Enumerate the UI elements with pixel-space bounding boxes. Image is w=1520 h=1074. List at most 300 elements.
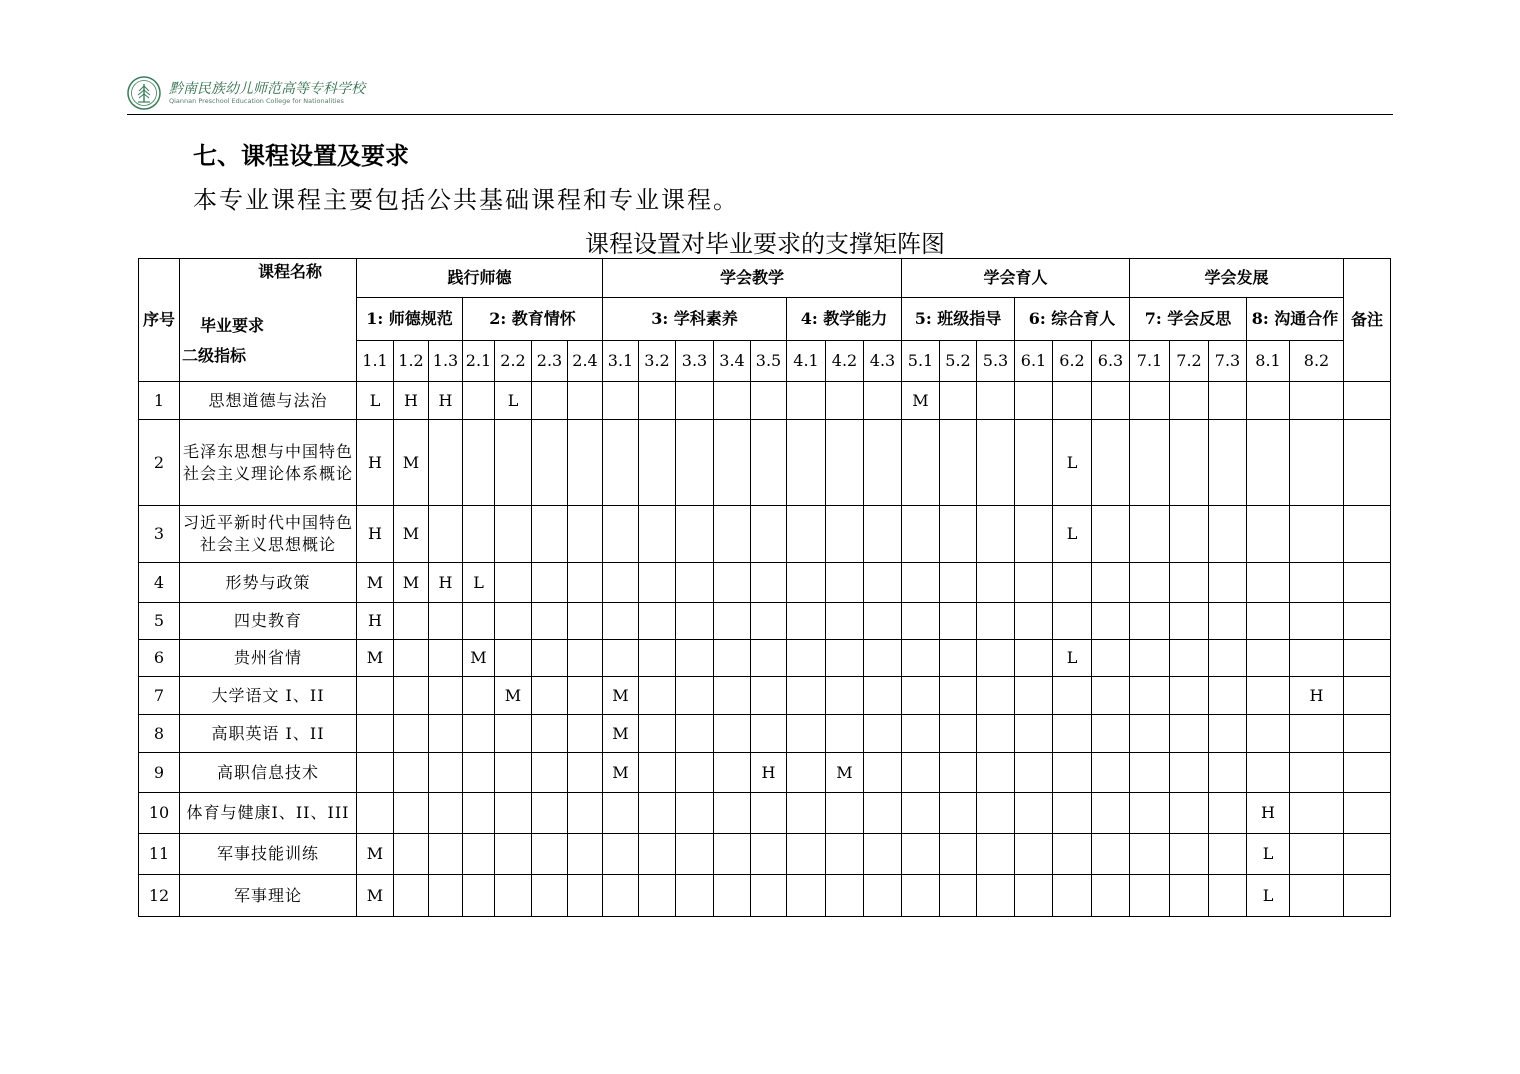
support-level-cell (394, 640, 429, 677)
support-level-cell (902, 834, 940, 875)
support-level-cell (714, 640, 751, 677)
row-seq: 12 (139, 875, 180, 917)
support-level-cell (463, 875, 495, 917)
support-level-cell (977, 875, 1015, 917)
support-level-cell (864, 506, 902, 563)
page-header (127, 72, 1393, 114)
support-level-cell (751, 420, 787, 506)
support-level-cell (495, 753, 532, 793)
support-level-cell (787, 715, 826, 753)
support-level-cell (1092, 715, 1130, 753)
support-level-cell (1170, 875, 1209, 917)
indicator-cell: 3.3 (676, 341, 714, 382)
remark-cell (1344, 563, 1391, 603)
support-level-cell (568, 420, 603, 506)
support-level-cell (1015, 834, 1053, 875)
support-level-cell (902, 715, 940, 753)
support-level-cell (568, 640, 603, 677)
requirement-header: 6: 综合育人 (1015, 298, 1130, 341)
support-level-cell (787, 506, 826, 563)
indicator-cell: 1.1 (357, 341, 394, 382)
row-seq: 9 (139, 753, 180, 793)
support-level-cell (429, 603, 463, 640)
support-level-cell (1247, 563, 1290, 603)
support-level-cell (1053, 875, 1092, 917)
indicator-cell: 3.2 (639, 341, 676, 382)
indicator-cell: 7.1 (1130, 341, 1170, 382)
support-level-cell: L (1247, 875, 1290, 917)
support-level-cell (751, 563, 787, 603)
support-level-cell (826, 506, 864, 563)
support-level-cell: M (826, 753, 864, 793)
remark-header: 备注 (1344, 259, 1391, 382)
support-level-cell (495, 834, 532, 875)
support-level-cell (1290, 603, 1344, 640)
support-level-cell (826, 603, 864, 640)
table-row (139, 563, 1391, 603)
support-level-cell (639, 753, 676, 793)
support-level-cell (1209, 715, 1247, 753)
table-row (139, 603, 1391, 640)
support-level-cell (714, 563, 751, 603)
support-level-cell (1170, 506, 1209, 563)
support-level-cell (1290, 875, 1344, 917)
support-level-cell (864, 834, 902, 875)
support-level-cell (864, 640, 902, 677)
support-level-cell (1170, 677, 1209, 715)
support-level-cell (787, 420, 826, 506)
support-level-cell (1209, 677, 1247, 715)
support-level-cell (1170, 563, 1209, 603)
support-level-cell (429, 420, 463, 506)
support-level-cell (714, 875, 751, 917)
indicator-cell: 5.1 (902, 341, 940, 382)
support-level-cell (787, 875, 826, 917)
support-level-cell (676, 875, 714, 917)
remark-cell (1344, 640, 1391, 677)
support-level-cell (826, 563, 864, 603)
support-level-cell (787, 640, 826, 677)
grad-req-label: 毕业要求 (200, 316, 265, 335)
support-level-cell (864, 563, 902, 603)
support-level-cell: L (1053, 420, 1092, 506)
support-level-cell (1209, 875, 1247, 917)
support-level-cell (864, 753, 902, 793)
support-level-cell (977, 640, 1015, 677)
support-level-cell (1053, 715, 1092, 753)
support-level-cell (751, 834, 787, 875)
support-level-cell (532, 506, 568, 563)
support-level-cell: H (1290, 677, 1344, 715)
indicator-cell: 2.3 (532, 341, 568, 382)
support-level-cell (1247, 753, 1290, 793)
support-level-cell (603, 563, 639, 603)
indicator-cell: 5.3 (977, 341, 1015, 382)
support-level-cell (1170, 640, 1209, 677)
support-level-cell (603, 603, 639, 640)
support-level-cell (1130, 563, 1170, 603)
support-level-cell (495, 563, 532, 603)
support-level-cell (826, 715, 864, 753)
indicator-cell: 6.2 (1053, 341, 1092, 382)
support-level-cell (495, 506, 532, 563)
support-level-cell (1247, 506, 1290, 563)
support-level-cell (751, 715, 787, 753)
group-header: 践行师德 (357, 259, 603, 298)
support-level-cell (429, 793, 463, 834)
support-level-cell (902, 677, 940, 715)
support-level-cell (1015, 382, 1053, 420)
support-level-cell (902, 640, 940, 677)
corner-header (180, 259, 357, 382)
support-level-cell (394, 875, 429, 917)
table-row (139, 715, 1391, 753)
support-level-cell (1053, 834, 1092, 875)
support-level-cell (495, 603, 532, 640)
support-level-cell: L (1053, 506, 1092, 563)
intro-paragraph: 本专业课程主要包括公共基础课程和专业课程。 (193, 186, 739, 214)
support-level-cell (714, 715, 751, 753)
support-level-cell: H (357, 506, 394, 563)
support-level-cell (977, 715, 1015, 753)
support-level-cell (1170, 382, 1209, 420)
school-emblem-icon (127, 76, 161, 110)
support-level-cell: H (394, 382, 429, 420)
support-level-cell (1053, 677, 1092, 715)
support-level-cell: M (357, 834, 394, 875)
support-level-cell (603, 875, 639, 917)
support-level-cell (714, 506, 751, 563)
support-level-cell: M (603, 753, 639, 793)
support-level-cell (568, 506, 603, 563)
support-level-cell (429, 834, 463, 875)
support-level-cell (639, 677, 676, 715)
support-level-cell (429, 677, 463, 715)
indicator-cell: 3.1 (603, 341, 639, 382)
support-level-cell (714, 603, 751, 640)
support-level-cell (568, 677, 603, 715)
course-name: 高职信息技术 (180, 753, 357, 793)
support-level-cell (940, 603, 977, 640)
support-level-cell (1247, 715, 1290, 753)
indicator-cell: 1.2 (394, 341, 429, 382)
support-level-cell (751, 875, 787, 917)
support-level-cell (1053, 603, 1092, 640)
support-level-cell (1015, 640, 1053, 677)
support-level-cell (1092, 753, 1130, 793)
support-level-cell: M (357, 875, 394, 917)
indicator-cell: 4.3 (864, 341, 902, 382)
support-level-cell (357, 715, 394, 753)
support-level-cell (495, 715, 532, 753)
support-level-cell (495, 793, 532, 834)
remark-cell (1344, 753, 1391, 793)
support-level-cell (394, 753, 429, 793)
support-level-cell: M (357, 563, 394, 603)
support-level-cell (429, 715, 463, 753)
row-seq: 6 (139, 640, 180, 677)
support-level-cell (902, 563, 940, 603)
support-level-cell: H (357, 420, 394, 506)
support-level-cell (1290, 834, 1344, 875)
support-level-cell (1170, 603, 1209, 640)
support-level-cell (977, 793, 1015, 834)
support-level-cell (463, 677, 495, 715)
support-level-cell (751, 640, 787, 677)
indicator-cell: 2.2 (495, 341, 532, 382)
support-level-cell (864, 603, 902, 640)
row-seq: 5 (139, 603, 180, 640)
support-level-cell (1053, 793, 1092, 834)
support-level-cell (1130, 677, 1170, 715)
support-level-cell (977, 506, 1015, 563)
support-level-cell (639, 793, 676, 834)
support-level-cell (463, 506, 495, 563)
support-level-cell (864, 677, 902, 715)
support-level-cell (532, 715, 568, 753)
support-level-cell (463, 420, 495, 506)
row-seq: 10 (139, 793, 180, 834)
table-row (139, 506, 1391, 563)
support-level-cell (676, 506, 714, 563)
support-level-cell (940, 506, 977, 563)
support-level-cell (532, 420, 568, 506)
support-level-cell (1015, 420, 1053, 506)
seq-header: 序号 (139, 259, 180, 382)
support-level-cell (1092, 834, 1130, 875)
support-level-cell (463, 382, 495, 420)
indicator-cell: 7.2 (1170, 341, 1209, 382)
support-level-cell (826, 382, 864, 420)
support-level-cell (463, 603, 495, 640)
indicator-cell: 4.1 (787, 341, 826, 382)
support-level-cell (429, 506, 463, 563)
support-level-cell (1015, 603, 1053, 640)
support-level-cell (1130, 715, 1170, 753)
support-level-cell (940, 420, 977, 506)
support-level-cell (1290, 563, 1344, 603)
section-title: 七、课程设置及要求 (193, 142, 409, 170)
indicator-cell: 6.1 (1015, 341, 1053, 382)
support-level-cell (1092, 563, 1130, 603)
support-level-cell (639, 875, 676, 917)
support-level-cell (787, 753, 826, 793)
table-row (139, 753, 1391, 793)
support-level-cell (1015, 677, 1053, 715)
support-level-cell (603, 834, 639, 875)
support-level-cell (826, 834, 864, 875)
requirement-header: 2: 教育情怀 (463, 298, 603, 341)
support-level-cell (1247, 420, 1290, 506)
support-level-cell (1247, 382, 1290, 420)
support-level-cell (1170, 420, 1209, 506)
support-level-cell (826, 793, 864, 834)
support-level-cell (714, 793, 751, 834)
table-title: 课程设置对毕业要求的支撑矩阵图 (585, 230, 945, 258)
row-seq: 3 (139, 506, 180, 563)
support-level-cell (1290, 715, 1344, 753)
support-level-cell (495, 640, 532, 677)
support-level-cell: M (357, 640, 394, 677)
support-level-cell (902, 420, 940, 506)
indicator-cell: 5.2 (940, 341, 977, 382)
support-level-cell (1092, 603, 1130, 640)
support-level-cell (568, 382, 603, 420)
support-level-cell (1130, 640, 1170, 677)
support-level-cell (1130, 603, 1170, 640)
support-level-cell (1209, 506, 1247, 563)
support-level-cell: M (603, 715, 639, 753)
support-level-cell: H (429, 563, 463, 603)
support-level-cell (751, 677, 787, 715)
support-level-cell (463, 834, 495, 875)
support-level-cell: M (603, 677, 639, 715)
support-level-cell (568, 603, 603, 640)
support-level-cell (1290, 506, 1344, 563)
requirement-header: 8: 沟通合作 (1247, 298, 1344, 341)
table-row (139, 420, 1391, 506)
support-level-cell: L (1053, 640, 1092, 677)
support-level-cell (751, 793, 787, 834)
support-level-cell (1290, 382, 1344, 420)
row-seq: 7 (139, 677, 180, 715)
indicator-cell: 7.3 (1209, 341, 1247, 382)
support-level-cell (1053, 753, 1092, 793)
support-level-cell (1170, 834, 1209, 875)
support-level-cell (639, 834, 676, 875)
support-level-cell (603, 506, 639, 563)
support-level-cell (1130, 753, 1170, 793)
support-matrix-table (138, 258, 1391, 917)
support-level-cell (940, 677, 977, 715)
support-level-cell (940, 834, 977, 875)
support-level-cell (676, 640, 714, 677)
support-level-cell (603, 793, 639, 834)
course-name-label: 课程名称 (258, 262, 323, 281)
indicator-cell: 2.4 (568, 341, 603, 382)
support-level-cell (639, 420, 676, 506)
support-level-cell (1015, 753, 1053, 793)
support-level-cell (1209, 834, 1247, 875)
support-level-cell (787, 382, 826, 420)
support-level-cell (532, 793, 568, 834)
support-level-cell (1092, 640, 1130, 677)
support-level-cell (1092, 420, 1130, 506)
remark-cell (1344, 382, 1391, 420)
support-level-cell (940, 793, 977, 834)
course-name: 高职英语 I、II (180, 715, 357, 753)
remark-cell (1344, 506, 1391, 563)
school-name-cn: 黔南民族幼儿师范高等专科学校 (169, 81, 365, 97)
course-name: 形势与政策 (180, 563, 357, 603)
support-level-cell (977, 382, 1015, 420)
support-level-cell (826, 640, 864, 677)
support-level-cell (676, 793, 714, 834)
support-level-cell (826, 875, 864, 917)
support-level-cell (394, 834, 429, 875)
course-name: 贵州省情 (180, 640, 357, 677)
support-level-cell (977, 563, 1015, 603)
support-level-cell (1053, 382, 1092, 420)
support-level-cell (864, 420, 902, 506)
support-level-cell (1130, 420, 1170, 506)
support-level-cell (1209, 640, 1247, 677)
table-row (139, 640, 1391, 677)
support-level-cell: M (394, 420, 429, 506)
support-level-cell (1053, 563, 1092, 603)
support-level-cell: M (495, 677, 532, 715)
support-level-cell (1209, 420, 1247, 506)
support-level-cell (940, 715, 977, 753)
course-name: 军事理论 (180, 875, 357, 917)
support-level-cell (714, 753, 751, 793)
support-level-cell: M (902, 382, 940, 420)
support-level-cell (463, 793, 495, 834)
support-level-cell (1130, 506, 1170, 563)
support-level-cell (1015, 875, 1053, 917)
support-level-cell (864, 382, 902, 420)
support-level-cell: H (357, 603, 394, 640)
support-level-cell (639, 640, 676, 677)
support-level-cell (357, 753, 394, 793)
support-level-cell (902, 875, 940, 917)
indicator-cell: 8.1 (1247, 341, 1290, 382)
support-level-cell (902, 603, 940, 640)
support-level-cell (676, 563, 714, 603)
support-level-cell (787, 677, 826, 715)
support-level-cell: M (394, 506, 429, 563)
support-level-cell (751, 603, 787, 640)
support-level-cell (429, 875, 463, 917)
requirement-header: 7: 学会反思 (1130, 298, 1247, 341)
support-level-cell (864, 715, 902, 753)
indicator-cell: 3.5 (751, 341, 787, 382)
support-level-cell (1290, 753, 1344, 793)
support-level-cell: L (463, 563, 495, 603)
support-level-cell (394, 603, 429, 640)
support-level-cell (787, 834, 826, 875)
support-level-cell (568, 563, 603, 603)
support-level-cell (1247, 640, 1290, 677)
support-level-cell (1015, 715, 1053, 753)
requirement-header: 3: 学科素养 (603, 298, 787, 341)
remark-cell (1344, 793, 1391, 834)
support-level-cell (532, 640, 568, 677)
support-level-cell (1290, 793, 1344, 834)
support-level-cell (394, 715, 429, 753)
indicator-cell: 1.3 (429, 341, 463, 382)
course-name: 四史教育 (180, 603, 357, 640)
indicator-cell: 2.1 (463, 341, 495, 382)
support-level-cell (357, 793, 394, 834)
requirement-header: 5: 班级指导 (902, 298, 1015, 341)
support-level-cell (826, 420, 864, 506)
support-level-cell (1170, 753, 1209, 793)
table-row (139, 677, 1391, 715)
remark-cell (1344, 715, 1391, 753)
remark-cell (1344, 420, 1391, 506)
support-level-cell (977, 677, 1015, 715)
support-level-cell (940, 563, 977, 603)
support-level-cell (1092, 793, 1130, 834)
support-level-cell (1209, 793, 1247, 834)
support-level-cell (676, 753, 714, 793)
support-level-cell (532, 753, 568, 793)
support-level-cell (463, 715, 495, 753)
support-level-cell (532, 603, 568, 640)
support-level-cell (1092, 382, 1130, 420)
row-seq: 2 (139, 420, 180, 506)
